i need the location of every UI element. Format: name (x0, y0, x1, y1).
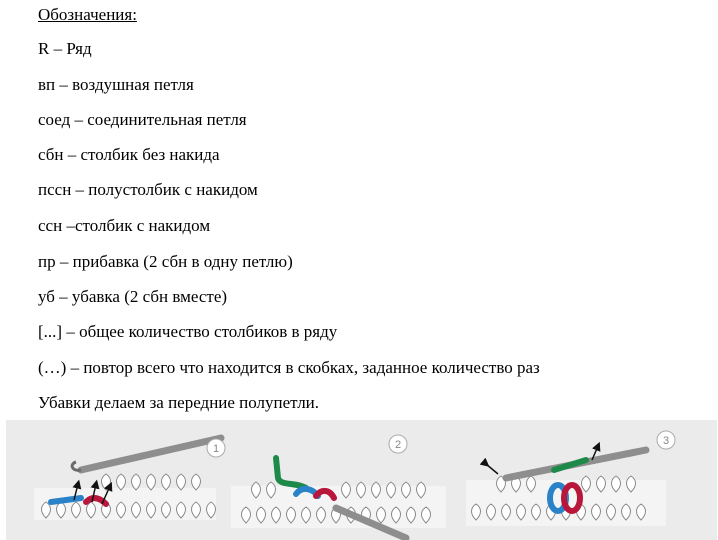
step-2-label: 2 (394, 439, 402, 451)
legend-item-double-crochet: ссн –столбик с накидом (38, 216, 211, 235)
step-1-label: 1 (212, 443, 220, 455)
crochet-illustration (6, 420, 717, 540)
step-1-illustration (34, 438, 225, 520)
legend-item-half-double: пссн – полустолбик с накидом (38, 180, 258, 199)
legend-item-decrease: уб – убавка (2 сбн вместе) (38, 287, 228, 306)
legend-item-row: R – Ряд (38, 39, 92, 58)
legend-item-repeat: (…) – повтор всего что находится в скобках, заданное количество раз (38, 358, 540, 377)
legend-item-increase: пр – прибавка (2 сбн в одну петлю) (38, 252, 293, 271)
step-3-illustration (466, 431, 675, 526)
step-2-illustration (231, 435, 446, 538)
legend-item-slip-stitch: соед – соединительная петля (38, 110, 247, 129)
legend-title: Обозначения: (38, 5, 137, 24)
legend-item-chain: вп – воздушная петля (38, 75, 194, 94)
step-3-label: 3 (662, 435, 670, 447)
legend-note-decrease: Убавки делаем за передние полупетли. (38, 393, 320, 412)
legend-item-single-crochet: сбн – столбик без накида (38, 145, 220, 164)
legend-item-total: [...] – общее количество столбиков в ряду (38, 322, 338, 341)
